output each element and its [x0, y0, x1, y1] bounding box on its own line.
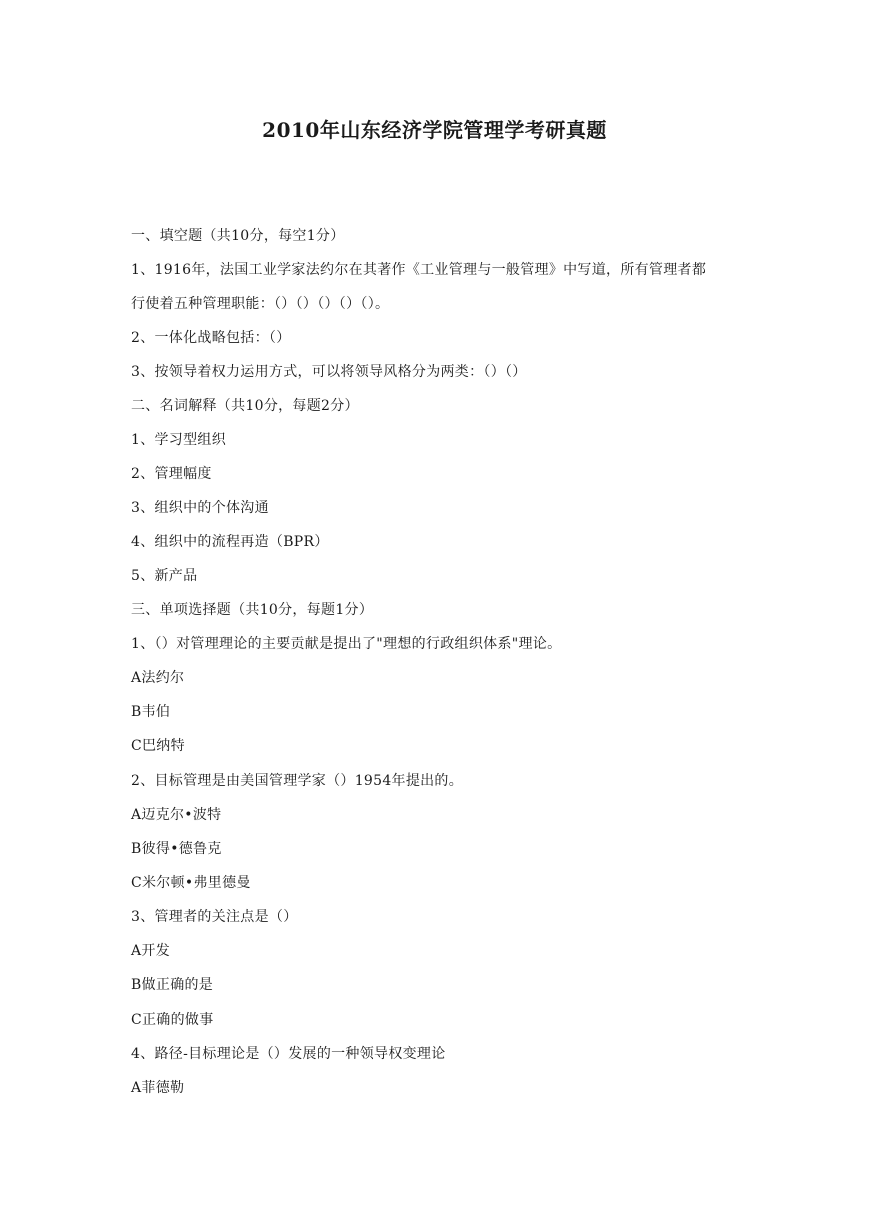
term-item: 4、组织中的流程再造（BPR） — [131, 534, 329, 550]
section-heading-terms: 二、名词解释（共10分，每题2分） — [131, 398, 359, 414]
question-text: 2、目标管理是由美国管理学家（）1954年提出的。 — [131, 773, 464, 789]
choice-option: C米尔顿•弗里德曼 — [131, 875, 251, 891]
question-text: 1、（）对管理理论的主要贡献是提出了"理想的行政组织体系"理论。 — [131, 636, 562, 652]
choice-option: B做正确的是 — [131, 977, 214, 993]
choice-option: B韦伯 — [131, 704, 171, 720]
question-text: 3、管理者的关注点是（） — [131, 909, 298, 925]
choice-option: A法约尔 — [131, 670, 185, 686]
choice-option: A迈克尔•波特 — [131, 807, 222, 823]
question-text: 1、1916年，法国工业学家法约尔在其著作《工业管理与一般管理》中写道，所有管理者都 — [131, 262, 707, 278]
choice-option: B彼得•德鲁克 — [131, 841, 222, 857]
choice-option: A开发 — [131, 943, 171, 959]
term-item: 5、新产品 — [131, 568, 198, 584]
choice-option: A菲德勒 — [131, 1080, 185, 1096]
term-item: 3、组织中的个体沟通 — [131, 500, 269, 516]
choice-option: C正确的做事 — [131, 1012, 214, 1028]
section-heading-single-choice: 三、单项选择题（共10分，每题1分） — [131, 602, 374, 618]
question-text: 4、路径-目标理论是（）发展的一种领导权变理论 — [131, 1046, 446, 1062]
term-item: 1、学习型组织 — [131, 432, 227, 448]
choice-option: C巴纳特 — [131, 738, 185, 754]
question-text: 3、按领导着权力运用方式，可以将领导风格分为两类：（）（） — [131, 364, 527, 380]
question-text: 2、一体化战略包括：（） — [131, 330, 291, 346]
term-item: 2、管理幅度 — [131, 466, 212, 482]
section-heading-fill-blank: 一、填空题（共10分，每空1分） — [131, 228, 345, 244]
document-title: 2010年山东经济学院管理学考研真题 — [262, 118, 607, 142]
question-text-continued: 行使着五种管理职能：（）（）（）（）（）。 — [131, 296, 390, 312]
